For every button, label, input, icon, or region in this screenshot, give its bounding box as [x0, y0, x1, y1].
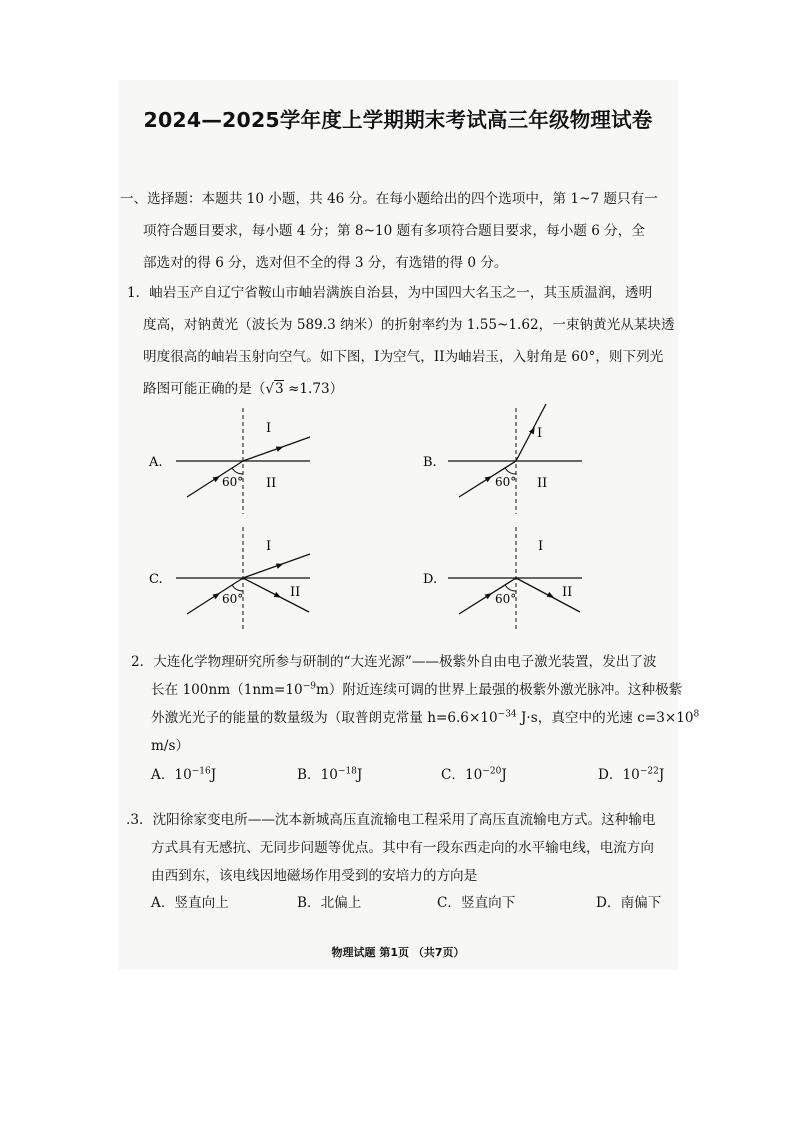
q2-option-a-unit: J — [210, 767, 217, 783]
q2-option-b-unit: J — [356, 767, 363, 783]
diagram-c — [149, 527, 310, 632]
q2-option-d-label: D． — [598, 767, 623, 783]
section1-line2: 项符合题目要求，每小题 4 分；第 8~10 题有多项符合题目要求，每小题 6 分，全 — [143, 223, 645, 239]
q3-option-b — [297, 891, 361, 911]
q2-option-c — [441, 763, 507, 783]
diagram-c-refracted-ray — [243, 554, 310, 578]
q3-option-d-text: 南偏下 — [620, 895, 662, 911]
diagram-c-angle-arc — [232, 585, 243, 591]
q2-option-d — [598, 763, 664, 783]
q2-option-d-exp: −22 — [639, 766, 659, 777]
q2-option-c-label: C． — [441, 767, 465, 783]
q3-option-d-label: D． — [596, 895, 621, 911]
q2-option-c-unit: J — [501, 767, 507, 783]
q2-option-b — [297, 763, 362, 783]
q2-option-a-base: 10 — [174, 767, 192, 783]
q3-option-c-text: 竖直向下 — [461, 895, 516, 911]
diagram-a-refracted-ray — [243, 437, 310, 461]
diagram-a-region-top: I — [266, 421, 272, 436]
diagram-c-region-bottom: II — [290, 585, 301, 600]
diagram-a-angle: 60° — [222, 475, 244, 489]
q2-line4: m/s） — [151, 738, 190, 754]
q2-option-a-exp: −16 — [191, 766, 211, 777]
q3-option-b-text: 北偏上 — [320, 895, 362, 911]
q2-line2 — [151, 675, 682, 705]
q2-line2-b: m）附近连续可调的世界上最强的极紫外激光脉冲。这种极紫 — [315, 682, 683, 698]
q2-option-c-exp: −20 — [482, 766, 502, 777]
q3-option-c-label: C． — [437, 895, 461, 911]
section1-line3: 部选对的得 6 分，选对但不全的得 3 分，有选错的得 0 分。 — [143, 255, 508, 271]
diagram-b-region-bottom: II — [537, 476, 548, 491]
q1-line1: 1．岫岩玉产自辽宁省鞍山市岫岩满族自治县，为中国四大名玉之一，其玉质温润，透明 — [127, 285, 653, 301]
q2-line3-a: 外激光光子的能量的数量级为（取普朗克常量 h=6.6×10 — [151, 710, 498, 726]
q2-option-a-label: A． — [151, 767, 175, 783]
diagram-d — [423, 527, 582, 632]
q3-line1: .3．沈阳徐家变电所——沈本新城高压直流输电工程采用了高压直流输电方式。这种输电 — [126, 812, 656, 828]
q2-line3-sup2: 8 — [693, 709, 700, 720]
q2-line2-a: 长在 100nm（1nm=10 — [151, 682, 303, 698]
diagram-b-angle-arc — [505, 468, 516, 474]
diagram-d-angle: 60° — [495, 592, 517, 606]
page-footer: 物理试题 第1页 （共7页） — [331, 946, 465, 959]
exam-title: 2024—2025学年度上学期期末考试高三年级物理试卷 — [143, 108, 653, 132]
q1-line4-post: ≈1.73） — [283, 381, 344, 397]
q3-option-b-label: B． — [297, 895, 321, 911]
q3-option-d — [596, 891, 661, 911]
q1-line3: 明度很高的岫岩玉射向空气。如下图，I为空气，II为岫岩玉，入射角是 60°，则下列光 — [143, 349, 664, 365]
sqrt-symbol: √ — [265, 381, 275, 397]
diagram-b-angle: 60° — [495, 475, 517, 489]
diagram-a-region-bottom: II — [266, 476, 277, 491]
q1-line2: 度高，对钠黄光（波长为 589.3 纳米）的折射率约为 1.55~1.62，一束钠黄光从某块透 — [143, 317, 675, 333]
diagram-b — [423, 404, 582, 514]
q2-option-a — [151, 763, 216, 783]
q2-option-d-base: 10 — [622, 767, 640, 783]
q1-line4-pre: 路图可能正确的是（ — [143, 381, 266, 397]
q2-line1: 2．大连化学物理研究所参与研制的“大连光源”——极紫外自由电子激光装置，发出了波 — [131, 654, 657, 670]
q2-line2-sup: −9 — [302, 681, 316, 692]
q2-option-b-exp: −18 — [337, 766, 357, 777]
q2-option-c-base: 10 — [465, 767, 483, 783]
q2-line3 — [151, 703, 699, 733]
diagram-a — [148, 408, 310, 514]
q2-option-d-unit: J — [658, 767, 665, 783]
diagram-c-region-top: I — [266, 539, 272, 554]
q3-line2: 方式具有无感抗、无同步问题等优点。其中有一段东西走向的水平输电线，电流方向 — [151, 840, 654, 856]
q3-option-a — [151, 891, 229, 911]
q2-option-b-base: 10 — [320, 767, 338, 783]
diagram-a-label: A. — [149, 455, 163, 470]
diagram-c-label: C. — [149, 572, 163, 587]
q3-line3: 由西到东，该电线因地磁场作用受到的安培力的方向是 — [151, 868, 478, 884]
section1-line1: 一、选择题：本题共 10 小题，共 46 分。在每小题给出的四个选项中，第 1~7 题只有一 — [120, 191, 658, 207]
q3-option-c — [437, 891, 515, 911]
diagram-d-region-bottom: II — [562, 585, 573, 600]
q2-line3-b: J·s，真空中的光速 c=3×10 — [516, 710, 694, 726]
q2-option-b-label: B． — [297, 767, 321, 783]
diagram-b-label: B. — [423, 455, 437, 470]
diagram-a-angle-arc — [232, 468, 243, 474]
diagram-b-region-top: I — [537, 426, 543, 441]
diagram-d-label: D. — [423, 572, 438, 587]
q1-sqrt-value: 3 — [275, 381, 284, 397]
diagram-d-angle-arc — [505, 585, 516, 591]
diagram-c-angle: 60° — [222, 592, 244, 606]
q3-option-a-label: A． — [151, 895, 175, 911]
q2-line3-sup1: −34 — [497, 709, 517, 720]
q3-option-a-text: 竖直向上 — [174, 895, 229, 911]
diagram-d-region-top: I — [538, 539, 544, 554]
